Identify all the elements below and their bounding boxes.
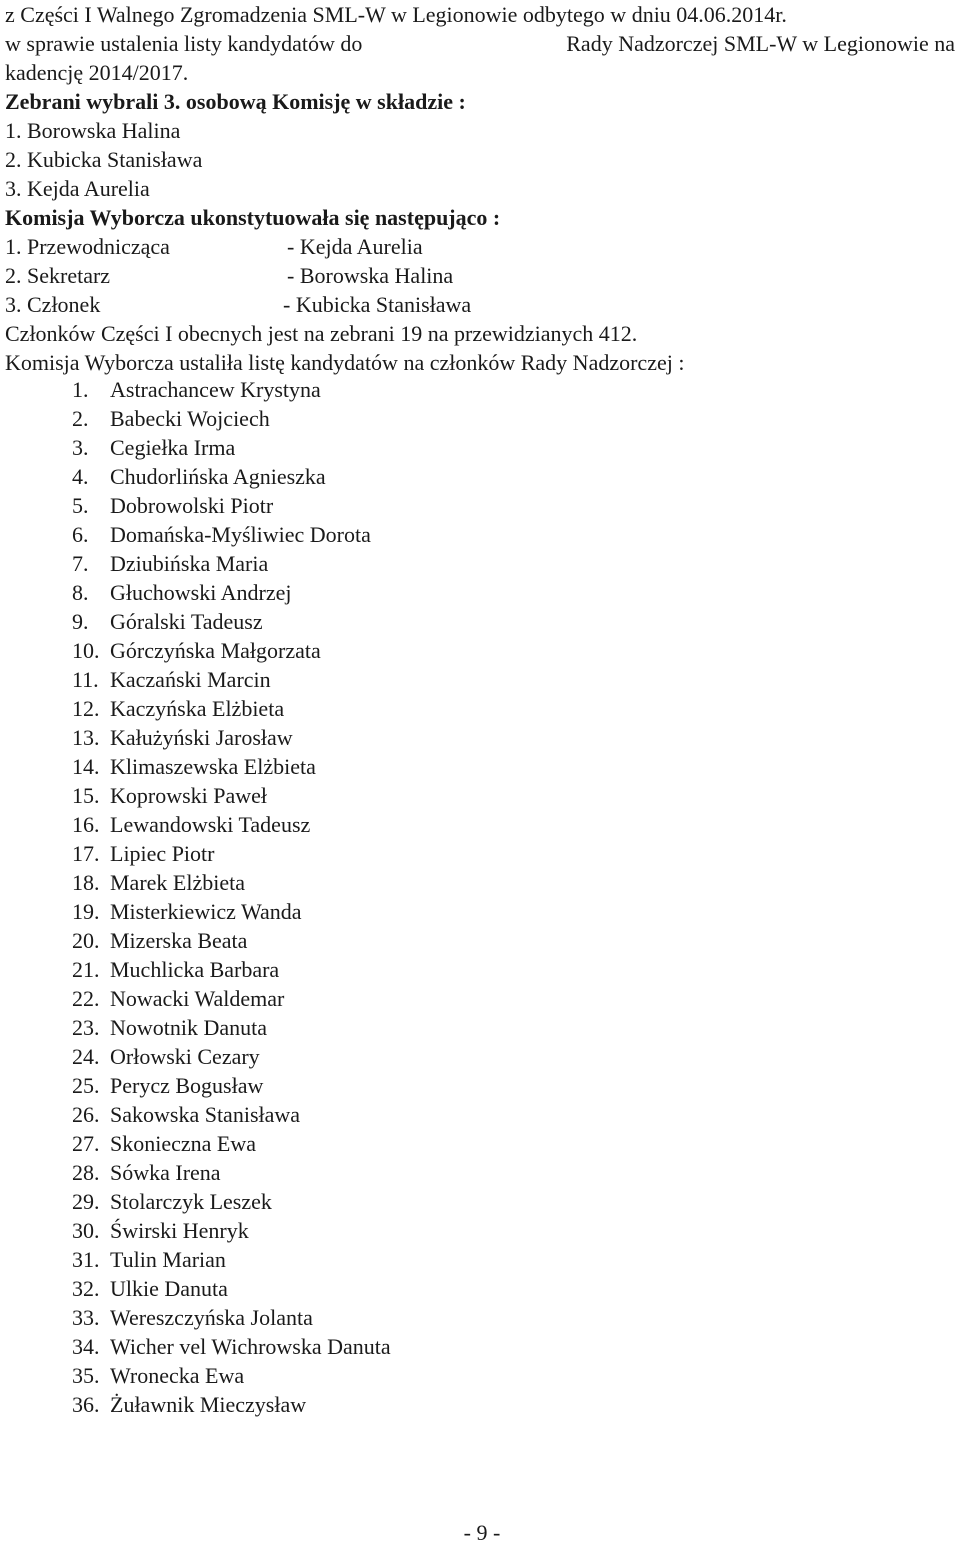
list-item-number: 29. [72,1189,100,1214]
list-item [72,752,391,781]
role-label: 3. Członek [5,292,101,317]
list-item-name: Cegiełka Irma [110,435,236,460]
committee-heading: Zebrani wybrali 3. osobową Komisję w składzie : [5,89,466,114]
list-item-name: Wronecka Ewa [110,1363,245,1388]
list-item-name: Astrachancew Krystyna [110,377,321,402]
list-item-number: 32. [72,1276,100,1301]
list-item [72,897,391,926]
list-item-name: Ulkie Danuta [110,1276,228,1301]
list-item-name: Muchlicka Barbara [110,957,280,982]
list-item [72,1361,391,1390]
page-number: - 9 - [463,1520,501,1545]
list-item-number: 33. [72,1305,100,1330]
list-item-name: Wicher vel Wichrowska Danuta [110,1334,391,1359]
list-item-name: Sówka Irena [110,1160,221,1185]
list-item-number: 1. [72,377,89,402]
list-item [72,404,391,433]
list-item-number: 3. [72,435,89,460]
list-item [72,433,391,462]
list-item [72,1216,391,1245]
list-item-number: 25. [72,1073,100,1098]
list-item-number: 21. [72,957,100,982]
list-item-number: 12. [72,696,100,721]
list-item [72,1042,391,1071]
list-item-name: Świrski Henryk [110,1218,249,1243]
list-item [72,984,391,1013]
list-item [72,926,391,955]
list-item-name: Mizerska Beata [110,928,248,953]
list-item [72,578,391,607]
list-item [72,694,391,723]
list-item-name: Stolarczyk Leszek [110,1189,272,1214]
list-item-number: 34. [72,1334,100,1359]
list-item-number: 11. [72,667,99,692]
list-item [72,781,391,810]
list-item [72,839,391,868]
list-item-name: Lewandowski Tadeusz [110,812,311,837]
role-name: - Kejda Aurelia [287,234,423,259]
list-item-number: 9. [72,609,89,634]
list-item-name: Chudorlińska Agnieszka [110,464,326,489]
list-item-number: 5. [72,493,89,518]
list-item-name: Kałużyński Jarosław [110,725,293,750]
list-item-name: Dobrowolski Piotr [110,493,274,518]
list-item-number: 22. [72,986,100,1011]
list-item-number: 17. [72,841,100,866]
role-label: 1. Przewodnicząca [5,234,170,259]
candidate-list [72,375,391,1419]
list-item-number: 14. [72,754,100,779]
list-item-name: Koprowski Paweł [110,783,268,808]
intro-line-2-right: Rady Nadzorczej SML-W w Legionowie na [566,31,955,56]
list-item [72,607,391,636]
list-item [72,868,391,897]
list-item-name: Górczyńska Małgorzata [110,638,321,663]
list-item-number: 26. [72,1102,100,1127]
list-item [72,955,391,984]
intro-line-2-left: w sprawie ustalenia listy kandydatów do [5,31,363,56]
role-name: - Kubicka Stanisława [283,292,472,317]
list-item-number: 36. [72,1392,100,1417]
list-item-number: 8. [72,580,89,605]
list-item-number: 30. [72,1218,100,1243]
list-item-name: Babecki Wojciech [110,406,270,431]
attendance-text: Członków Części I obecnych jest na zebrani 19 na przewidzianych 412. [5,321,638,346]
candidate-list-heading: Komisja Wyborcza ustaliła listę kandydatów na członków Rady Nadzorczej : [5,350,685,375]
role-row [5,232,423,261]
list-item-number: 27. [72,1131,100,1156]
list-item [72,1129,391,1158]
list-item-name: Kaczański Marcin [110,667,271,692]
list-item-number: 2. [72,406,89,431]
list-item [72,723,391,752]
list-item [72,549,391,578]
list-item [72,462,391,491]
list-item-name: Orłowski Cezary [110,1044,260,1069]
intro-line-1: z Części I Walnego Zgromadzenia SML-W w Legionowie odbytego w dniu 04.06.2014r. [5,2,787,27]
list-item-name: Domańska-Myśliwiec Dorota [110,522,371,547]
list-item-name: Skonieczna Ewa [110,1131,256,1156]
list-item-name: Lipiec Piotr [110,841,215,866]
list-item [72,520,391,549]
committee-member: 1. Borowska Halina [5,118,181,143]
list-item [72,665,391,694]
list-item-number: 28. [72,1160,100,1185]
list-item-name: Nowacki Waldemar [110,986,285,1011]
list-item [72,636,391,665]
list-item-name: Wereszczyńska Jolanta [110,1305,313,1330]
list-item [72,1274,391,1303]
list-item-number: 13. [72,725,100,750]
list-item-name: Głuchowski Andrzej [110,580,292,605]
role-row [5,261,454,290]
list-item [72,375,391,404]
list-item-name: Sakowska Stanisława [110,1102,301,1127]
list-item-number: 16. [72,812,100,837]
list-item-number: 15. [72,783,100,808]
list-item [72,1390,391,1419]
list-item-number: 35. [72,1363,100,1388]
list-item-name: Kaczyńska Elżbieta [110,696,285,721]
list-item-number: 6. [72,522,89,547]
list-item-name: Nowotnik Danuta [110,1015,268,1040]
list-item-name: Tulin Marian [110,1247,226,1272]
intro-line-3: kadencję 2014/2017. [5,60,189,85]
list-item-name: Klimaszewska Elżbieta [110,754,316,779]
list-item-number: 31. [72,1247,100,1272]
list-item-number: 24. [72,1044,100,1069]
list-item [72,1013,391,1042]
committee-member: 3. Kejda Aurelia [5,176,150,201]
role-row [5,290,472,319]
list-item-number: 23. [72,1015,100,1040]
list-item-number: 19. [72,899,100,924]
list-item-number: 18. [72,870,100,895]
list-item [72,1100,391,1129]
list-item-number: 20. [72,928,100,953]
list-item-number: 4. [72,464,89,489]
list-item-number: 7. [72,551,89,576]
list-item-name: Perycz Bogusław [110,1073,264,1098]
role-name: - Borowska Halina [287,263,454,288]
list-item [72,1158,391,1187]
list-item [72,1303,391,1332]
list-item [72,1071,391,1100]
list-item-name: Misterkiewicz Wanda [110,899,302,924]
list-item-name: Żuławnik Mieczysław [110,1392,307,1417]
intro-line-2 [5,29,955,58]
list-item [72,1187,391,1216]
role-label: 2. Sekretarz [5,263,111,288]
list-item [72,1245,391,1274]
list-item-name: Marek Elżbieta [110,870,245,895]
list-item-name: Góralski Tadeusz [110,609,263,634]
list-item-name: Dziubińska Maria [110,551,269,576]
committee-member: 2. Kubicka Stanisława [5,147,203,172]
list-item [72,1332,391,1361]
list-item [72,810,391,839]
constituted-heading: Komisja Wyborcza ukonstytuowała się następująco : [5,205,501,230]
list-item-number: 10. [72,638,100,663]
list-item [72,491,391,520]
